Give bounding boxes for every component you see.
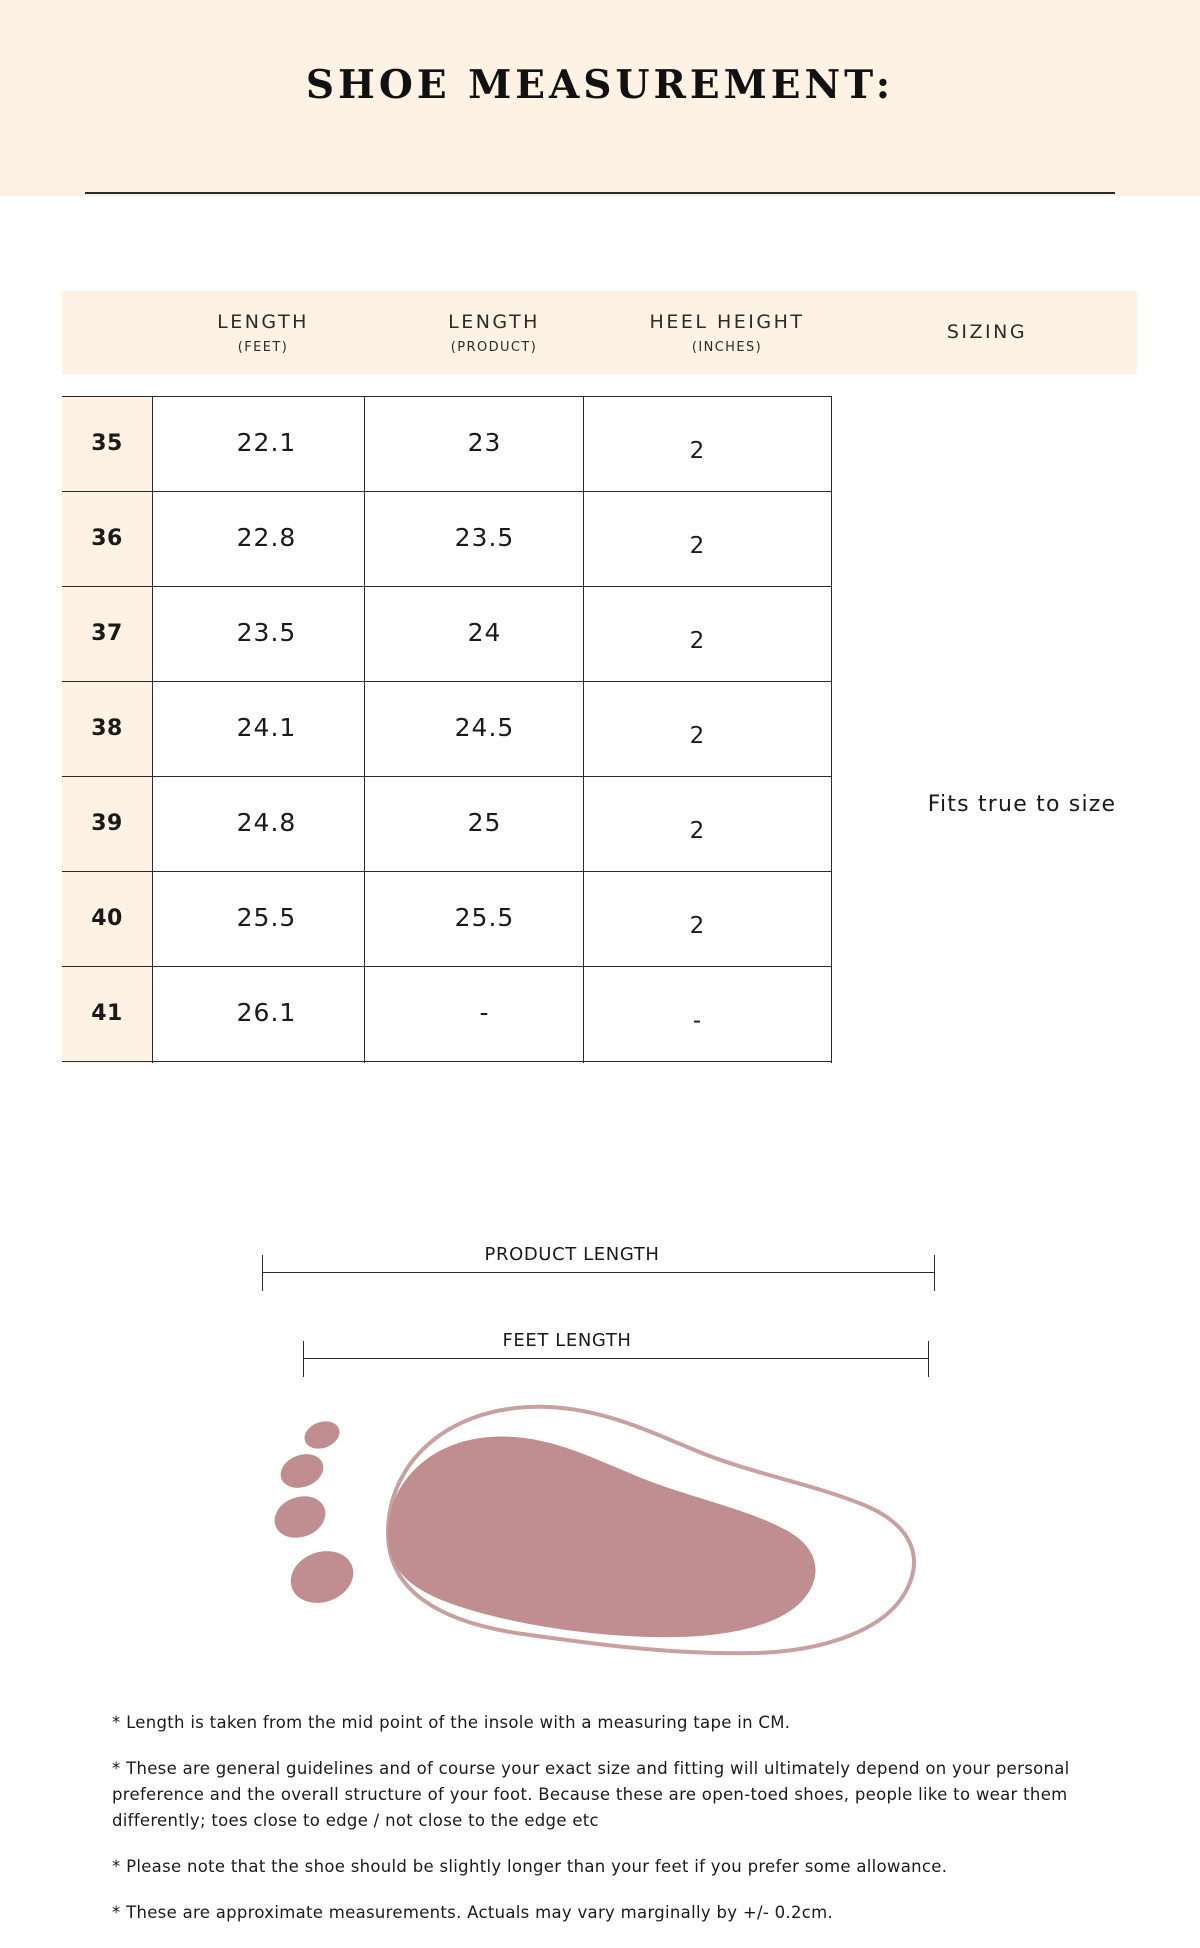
column-header-length-feet <box>158 291 368 355</box>
product-length-tick-left <box>262 1255 263 1291</box>
product-length-tick-right <box>934 1255 935 1291</box>
column-header-sizing <box>872 291 1102 343</box>
cell-length-feet: 24.8 <box>236 808 297 837</box>
cell-size: 36 <box>91 526 123 551</box>
column-header-heel-height-main: HEEL HEIGHT <box>649 311 805 333</box>
note-item: * Please note that the shoe should be slightly longer than your feet if you prefer some allowance. <box>112 1857 948 1876</box>
table-row <box>62 396 1137 491</box>
feet-length-label: FEET LENGTH <box>440 1330 694 1351</box>
cell-size: 38 <box>91 716 123 741</box>
notes-section <box>112 1710 1122 1948</box>
column-header-heel-height <box>602 291 852 355</box>
cell-length-product: 25 <box>467 808 502 837</box>
cell-length-feet: 25.5 <box>236 903 297 932</box>
cell-size: 37 <box>91 621 123 646</box>
table-body <box>62 396 1137 1063</box>
measurement-table <box>62 291 1137 1063</box>
row-divider <box>62 776 832 777</box>
column-header-length-feet-sub: (FEET) <box>237 340 289 355</box>
cell-length-feet: 22.1 <box>236 428 297 457</box>
cell-size: 39 <box>91 811 123 836</box>
column-divider <box>152 396 153 1063</box>
cell-length-product: 25.5 <box>454 903 515 932</box>
cell-heel-height: - <box>692 1008 703 1034</box>
row-divider <box>62 681 832 682</box>
cell-length-product: 23.5 <box>454 523 515 552</box>
column-divider <box>364 396 365 1063</box>
cell-length-feet: 24.1 <box>236 713 297 742</box>
table-row <box>62 491 1137 586</box>
cell-size: 41 <box>91 1001 123 1026</box>
cell-heel-height: 2 <box>689 723 706 749</box>
sizing-note: Fits true to size <box>927 792 1117 817</box>
row-divider <box>62 871 832 872</box>
feet-length-line <box>303 1358 929 1359</box>
note-item: * Length is taken from the mid point of the insole with a measuring tape in CM. <box>112 1713 791 1732</box>
column-header-length-product <box>389 291 599 355</box>
column-divider <box>831 396 832 1063</box>
cell-size: 40 <box>91 906 123 931</box>
cell-length-product: 23 <box>467 428 502 457</box>
cell-size: 35 <box>91 431 123 456</box>
cell-length-product: 24.5 <box>454 713 515 742</box>
cell-length-product: - <box>479 998 490 1027</box>
footprint-icon <box>240 1385 960 1675</box>
row-divider <box>62 1061 832 1062</box>
cell-heel-height: 2 <box>689 913 706 939</box>
column-header-length-product-sub: (PRODUCT) <box>450 340 538 355</box>
row-divider <box>62 396 832 397</box>
table-row <box>62 681 1137 776</box>
column-header-sizing-main: SIZING <box>946 321 1028 343</box>
note-item: * These are approximate measurements. Actuals may vary marginally by +/- 0.2cm. <box>112 1903 834 1922</box>
title-divider <box>85 192 1115 194</box>
column-header-length-feet-main: LENGTH <box>217 311 309 333</box>
cell-length-feet: 26.1 <box>236 998 297 1027</box>
note-item: * These are general guidelines and of course your exact size and fitting will ultimately depend on your personal preference and the overall structure of your foot. Because these are open-toed shoes, people like to wear them differently; toes close to edge / not close to the edge etc <box>112 1759 1070 1830</box>
feet-length-tick-left <box>303 1341 304 1377</box>
column-divider <box>583 396 584 1063</box>
table-row <box>62 586 1137 681</box>
table-header-row <box>62 291 1137 374</box>
table-row <box>62 871 1137 966</box>
cell-length-feet: 22.8 <box>236 523 297 552</box>
column-header-length-product-main: LENGTH <box>448 311 540 333</box>
page-title: SHOE MEASUREMENT: <box>305 62 895 108</box>
row-divider <box>62 966 832 967</box>
column-header-heel-height-sub: (INCHES) <box>691 340 763 355</box>
cell-heel-height: 2 <box>689 628 706 654</box>
row-divider <box>62 491 832 492</box>
cell-length-product: 24 <box>467 618 502 647</box>
table-row <box>62 966 1137 1061</box>
cell-length-feet: 23.5 <box>236 618 297 647</box>
row-divider <box>62 586 832 587</box>
product-length-line <box>262 1272 935 1273</box>
product-length-label: PRODUCT LENGTH <box>430 1244 714 1265</box>
table-row <box>62 776 1137 871</box>
feet-length-tick-right <box>928 1341 929 1377</box>
cell-heel-height: 2 <box>689 533 706 559</box>
cell-heel-height: 2 <box>689 438 706 464</box>
cell-heel-height: 2 <box>689 818 706 844</box>
foot-measurement-diagram <box>0 1215 1200 1695</box>
